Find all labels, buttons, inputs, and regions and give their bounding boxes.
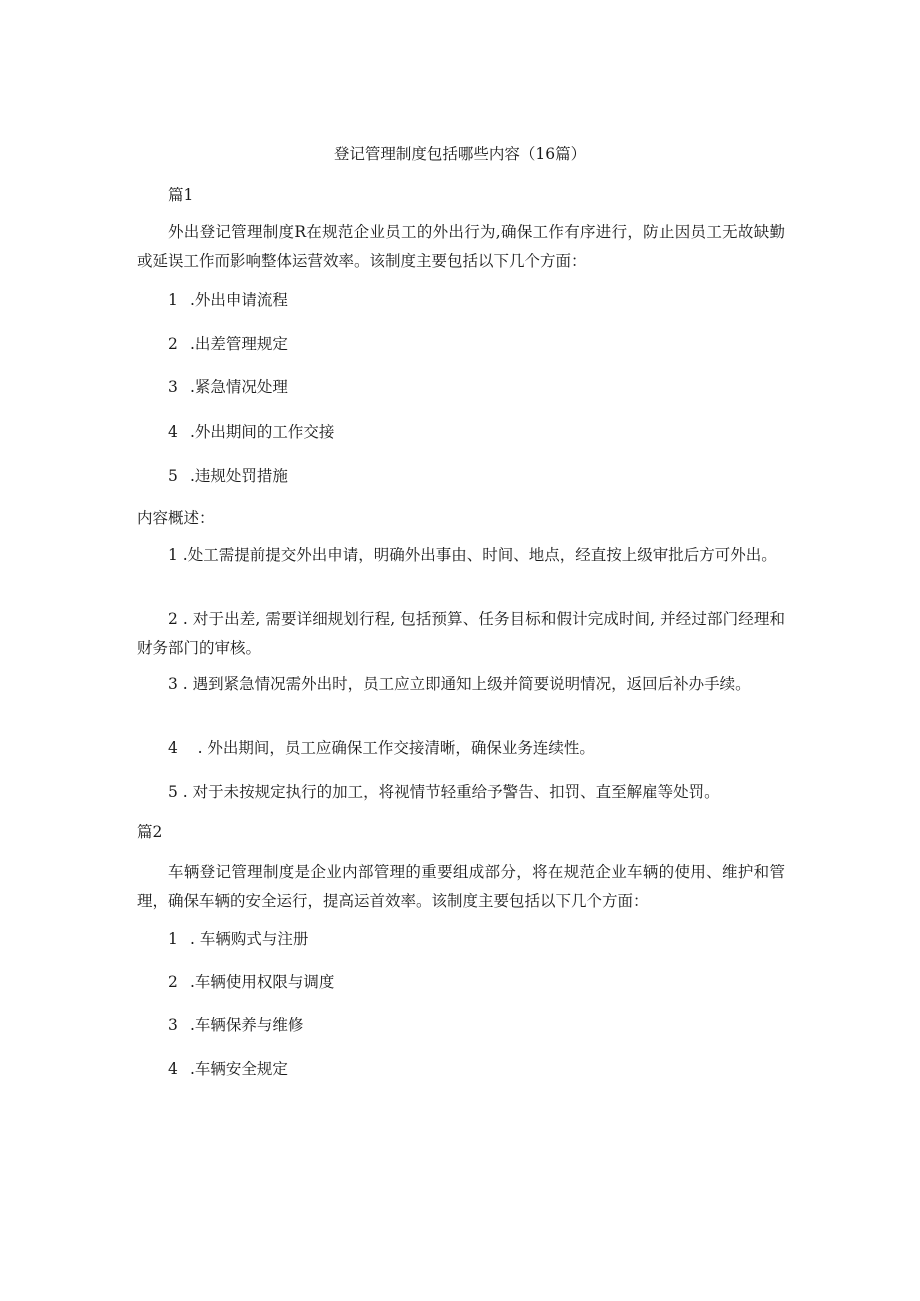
item-text: .紧急情况处理 xyxy=(190,378,288,396)
item-number: 1 xyxy=(168,930,178,948)
section-1-item xyxy=(168,334,288,354)
section-2-item xyxy=(168,972,334,992)
item-text: .车辆保养与维修 xyxy=(190,1016,304,1034)
document-title: 登记管理制度包括哪些内容（16篇） xyxy=(333,145,587,163)
item-number: 4 xyxy=(168,1060,178,1078)
overview-paragraph: 4 . 外出期间，员工应确保工作交接清晰，确保业务连续性。 xyxy=(168,739,595,757)
item-text: .车辆使用权限与调度 xyxy=(190,973,335,991)
item-text: .车辆安全规定 xyxy=(190,1060,288,1078)
section-2-item xyxy=(168,929,308,949)
item-number: 4 xyxy=(168,423,178,441)
section-1-heading: 篇1 xyxy=(168,186,194,204)
overview-paragraph: 2 . 对于出差, 需要详细规划行程, 包括预算、任务目标和假计完成时间, 并经过部门经理和财务部门的审核。 xyxy=(137,610,785,657)
overview-heading: 内容概述： xyxy=(137,509,215,527)
item-number: 3 xyxy=(168,378,178,396)
item-number: 3 xyxy=(168,1016,178,1034)
item-number: 5 xyxy=(168,467,178,485)
overview-paragraph: 1 .处工需提前提交外出申请，明确外出事由、时间、地点，经直按上级审批后方可外出。 xyxy=(168,546,777,564)
item-number: 1 xyxy=(168,291,178,309)
section-1-item xyxy=(168,466,288,486)
item-text: . 车辆购式与注册 xyxy=(190,930,309,948)
item-text: .违规处罚措施 xyxy=(190,467,288,485)
section-2-item xyxy=(168,1015,303,1035)
item-text: .外出申请流程 xyxy=(190,291,288,309)
overview-paragraph: 5 . 对于未按规定执行的加工，将视情节轻重给予警告、扣罚、直至解雇等处罚。 xyxy=(168,783,720,801)
item-text: .外出期间的工作交接 xyxy=(190,423,335,441)
item-number: 2 xyxy=(168,335,178,353)
section-1-item xyxy=(168,377,288,397)
section-2-intro: 车辆登记管理制度是企业内部管理的重要组成部分，将在规范企业车辆的使用、维护和管理，确保车辆的安全运行，提高运首效率。该制度主要包括以下几个方面： xyxy=(137,863,785,910)
section-1-item xyxy=(168,422,334,442)
section-2-heading: 篇2 xyxy=(137,823,163,841)
section-1-item xyxy=(168,290,288,310)
section-2-item xyxy=(168,1059,288,1079)
section-1-intro: 外出登记管理制度R在规范企业员工的外出行为,确保工作有序进行，防止因员工无故缺勤或延误工作而影响整体运营效率。该制度主要包括以下几个方面： xyxy=(137,223,785,270)
overview-paragraph: 3 . 遇到紧急情况需外出时，员工应立即通知上级并简要说明情况，返回后补办手续。 xyxy=(168,675,751,693)
item-text: .出差管理规定 xyxy=(190,335,288,353)
item-number: 2 xyxy=(168,973,178,991)
